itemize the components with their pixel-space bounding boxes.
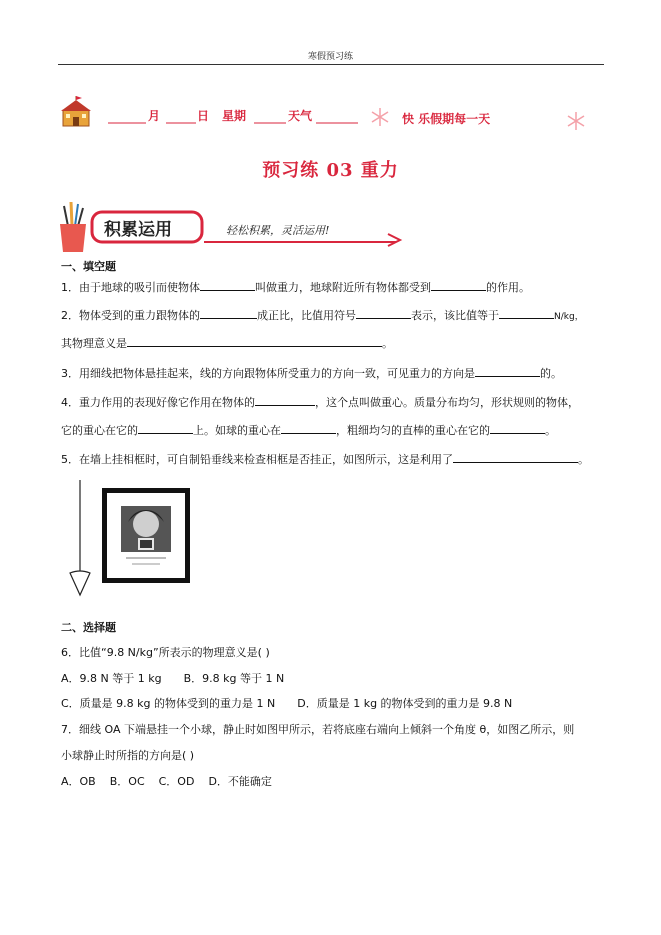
question-7-line-2: 小球静止时所指的方向是( ) — [61, 749, 195, 762]
question-2-line-2 — [61, 335, 606, 351]
document-title: 预习练 03 重力 — [262, 160, 399, 181]
running-header: 寒假预习练 — [307, 52, 353, 62]
q2-blank-1[interactable] — [200, 307, 257, 319]
question-6-stem: 6．比值“9.8 N/kg”所表示的物理意义是( ) — [61, 646, 270, 659]
q1-text-b: 叫做重力，地球附近所有物体都受到 — [255, 281, 431, 294]
question-7-options — [61, 774, 606, 789]
q2-text-e: 其物理意义是 — [61, 337, 127, 350]
q3-text-b: 的。 — [540, 367, 562, 380]
section-banner-title: 积累运用 — [104, 220, 172, 240]
q4-blank-2[interactable] — [138, 422, 193, 434]
q2-blank-4[interactable] — [127, 335, 382, 347]
weekday-label: 星期 — [222, 109, 247, 123]
q7-option-a[interactable]: A．OB — [61, 775, 96, 788]
question-7-line-1: 7．细线 OA 下端悬挂一个小球，静止时如图甲所示，若将底座右端向上倾斜一个角度 θ，如图乙所示，则 — [61, 723, 575, 736]
q2-blank-3[interactable] — [499, 307, 554, 319]
q6-option-d[interactable]: D．质量是 1 kg 的物体受到的重力是 9.8 N — [297, 697, 513, 710]
q7-option-b[interactable]: B．OC — [109, 775, 145, 788]
q4-text-b: ，这个点叫做重心。质量分布均匀，形状规则的物体， — [315, 396, 579, 409]
q5-text-a: 5．在墙上挂相框时，可自制铅垂线来检查相框是否挂正，如图所示，这是利用了 — [61, 453, 453, 466]
section-heading-choice: 二、选择题 — [61, 621, 116, 634]
q1-text-c: 的作用。 — [486, 281, 530, 294]
month-label: 月 — [148, 109, 161, 123]
pencil-cup-icon — [60, 202, 86, 252]
school-icon — [61, 96, 91, 126]
q6-option-c[interactable]: C．质量是 9.8 kg 的物体受到的重力是 1 N — [61, 697, 276, 710]
question-4 — [61, 394, 606, 410]
q7-option-c[interactable]: C．OD — [158, 775, 195, 788]
q2-unit: N/kg， — [554, 312, 584, 322]
q2-text-b: 成正比，比值用符号 — [257, 309, 356, 322]
snowflake-icon — [372, 108, 388, 126]
question-2 — [61, 307, 606, 325]
plumb-bob-icon — [70, 571, 90, 595]
q7-option-d[interactable]: D．不能确定 — [208, 775, 272, 788]
plumb-line-figure — [62, 478, 202, 603]
q5-blank-1[interactable] — [453, 451, 578, 463]
q1-blank-2[interactable] — [431, 279, 486, 291]
question-3 — [61, 365, 606, 381]
q2-text-a: 2．物体受到的重力跟物体的 — [61, 309, 200, 322]
question-6-options-row-2 — [61, 696, 606, 711]
q2-blank-2[interactable] — [356, 307, 411, 319]
q1-blank-1[interactable] — [200, 279, 255, 291]
q4-blank-4[interactable] — [490, 422, 545, 434]
question-4-line-2 — [61, 422, 606, 438]
q4-text-f: 。 — [545, 424, 556, 437]
date-banner — [60, 96, 600, 140]
q4-text-e: ，粗细均匀的直棒的重心在它的 — [336, 424, 490, 437]
weather-label: 天气 — [288, 109, 313, 123]
question-6-options-row-1 — [61, 671, 606, 686]
header-rule — [58, 64, 604, 65]
q3-blank-1[interactable] — [475, 365, 540, 377]
q4-text-c: 它的重心在它的 — [61, 424, 138, 437]
question-5 — [61, 451, 606, 467]
q2-text-f: 。 — [382, 337, 393, 350]
day-label: 日 — [197, 109, 210, 123]
q1-text-a: 1．由于地球的吸引而使物体 — [61, 281, 200, 294]
snowflake-icon — [568, 112, 584, 130]
q6-option-b[interactable]: B．9.8 kg 等于 1 N — [183, 672, 285, 685]
question-1 — [61, 279, 606, 295]
section-banner — [58, 200, 408, 255]
q4-text-a: 4．重力作用的表现好像它作用在物体的 — [61, 396, 255, 409]
q4-blank-1[interactable] — [255, 394, 315, 406]
q4-text-d: 上。如球的重心在 — [193, 424, 281, 437]
slogan: 快 乐假期每一天 — [402, 112, 491, 126]
q2-text-c: 表示，该比值等于 — [411, 309, 499, 322]
q6-option-a[interactable]: A．9.8 N 等于 1 kg — [61, 672, 162, 685]
section-heading-fill: 一、填空题 — [61, 260, 116, 273]
section-banner-motto: 轻松积累，灵活运用! — [226, 224, 330, 237]
q5-text-b: 。 — [578, 453, 589, 466]
q3-text-a: 3．用细线把物体悬挂起来，线的方向跟物体所受重力的方向一致，可见重力的方向是 — [61, 367, 475, 380]
q4-blank-3[interactable] — [281, 422, 336, 434]
